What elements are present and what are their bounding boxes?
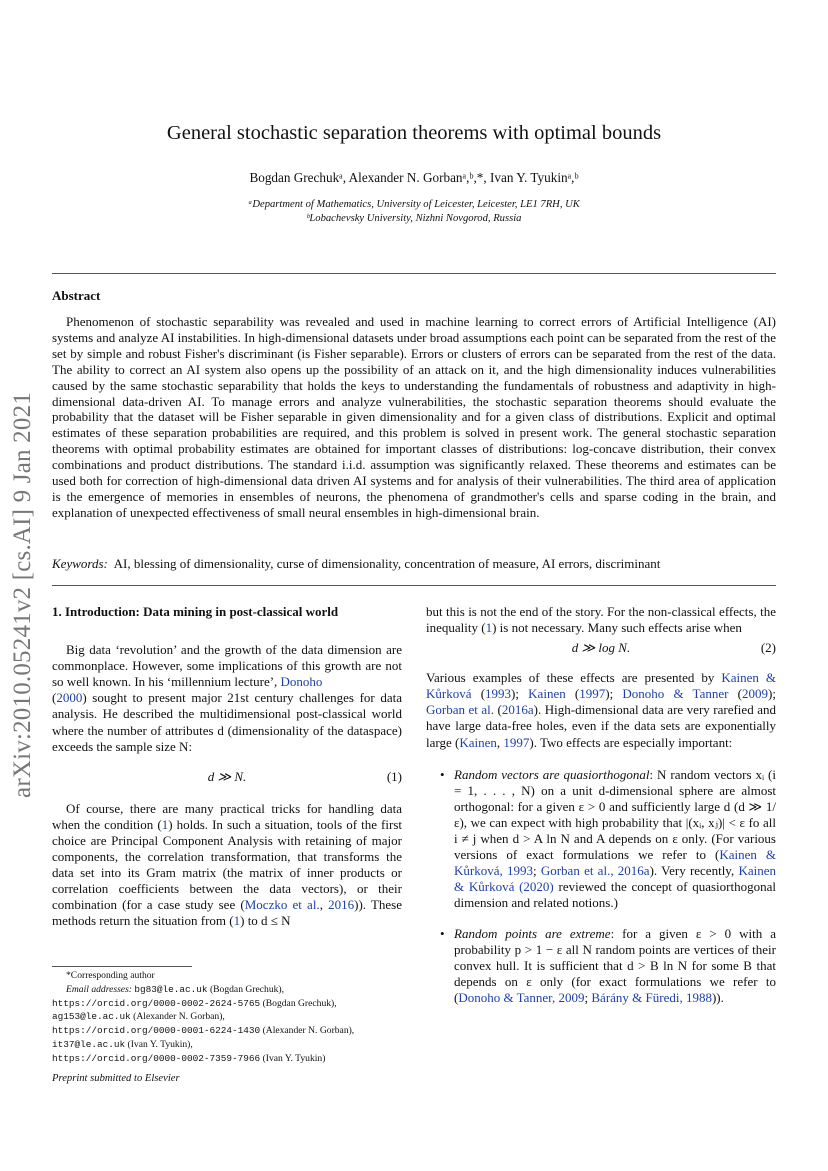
equation-ref[interactable]: 1 (233, 913, 241, 929)
text-run: ( (471, 686, 486, 702)
arxiv-identifier[interactable]: arXiv:2010.05241v2 [cs.AI] 9 Jan 2021 (9, 392, 36, 798)
text-run: ); (605, 686, 623, 702)
citation-link[interactable]: 1997 (579, 686, 606, 702)
text-run: ( (565, 686, 580, 702)
citation-link[interactable]: Donoho & Tanner, 2009 (458, 989, 585, 1005)
text-run: ); (768, 686, 776, 702)
text-run: : for a given ε > 0 with a probability p > 1 − ε all N random points are vertices of their convex hull. It is sufficient that d > B ln N for some B that depends on ε only (for exact formulations we refer to ( (454, 925, 776, 1005)
text-run: ) to d ≤ N (240, 913, 291, 929)
text-run: ( (52, 690, 57, 706)
citation-link[interactable]: Donoho & Tanner (622, 686, 729, 702)
text-run: (Bogdan Grechuk), (207, 983, 285, 995)
text-run: ). Two effects are especially important: (529, 734, 733, 750)
orcid-link[interactable]: https://orcid.org/0000-0001-6224-1430 (52, 1025, 261, 1037)
email-line-2 (52, 1010, 412, 1024)
citation-link[interactable]: 2009 (742, 686, 768, 702)
email-link[interactable]: bg83@le.ac.uk (134, 983, 208, 995)
footnote-rule (52, 966, 192, 967)
intro-paragraph-2 (52, 801, 402, 930)
citation-link[interactable]: Gorban et al., 2016a (540, 863, 650, 879)
bullet-title: Random vectors are quasiorthogonal (454, 766, 650, 782)
text-run: ) sought to present major 21st century challenges for data analysis. He described the multidimensional post-classical world where the number of attributes d (dimensionality of the dataspace) exceeds the sample size N: (52, 690, 402, 754)
text-run: (Bogdan Grechuk), (260, 997, 337, 1009)
keywords-list: AI, blessing of dimensionality, curse of dimensionality, concentration of measure, AI errors, discriminant (113, 556, 661, 571)
abstract-rule (52, 585, 776, 586)
bullet-extreme-points (426, 926, 776, 1006)
orcid-line-1 (52, 997, 412, 1011)
section-heading: 1. Introduction: Data mining in post-classical world (52, 604, 339, 619)
text-run: ) holds. In such a situation, tools of the first choice are Principal Component Analysis with retaining of major components, the correlation transformation, that transforms the data set into its Gram matrix (the matrix of inner products or correlation coefficients between the data vectors), or their combination (for a case study see ( (52, 816, 402, 913)
citation-link[interactable]: Kainen & Kůrková (2020) (454, 863, 776, 895)
text-run: (Alexander N. Gorban), (130, 1011, 225, 1023)
citation-link[interactable]: 2016 (328, 897, 355, 913)
bullet-dot-icon: • (440, 766, 445, 782)
equation-1-number: (1) (386, 768, 402, 784)
text-run: ( (728, 686, 742, 702)
affiliations (0, 198, 828, 226)
equation-2-expression: d ≫ log N. (571, 640, 631, 656)
citation-link[interactable]: Kainen & Kůrková, 1993 (454, 847, 776, 879)
text-run: reviewed the concept of quasiorthogonal dimension and related notions.) (454, 879, 776, 911)
text-run: ). Very recently, (649, 863, 739, 879)
author-list: Bogdan Grechukᵃ, Alexander N. Gorbanᵃ,ᵇ,*, Ivan Y. Tyukinᵃ,ᵇ (249, 170, 579, 185)
orcid-link[interactable]: https://orcid.org/0000-0002-7359-7966 (52, 1052, 261, 1064)
orcid-link[interactable]: https://orcid.org/0000-0002-2624-5765 (52, 997, 261, 1009)
paper-title: General stochastic separation theorems with optimal bounds (166, 122, 662, 144)
email-line-1 (52, 983, 412, 997)
citation-link[interactable]: Moczko et al. (244, 897, 320, 913)
affiliation-b: ᵇLobachevsky University, Nizhni Novgorod, Russia (306, 213, 522, 224)
equation-1 (52, 769, 402, 785)
affiliation-a: ᵃDepartment of Mathematics, University of Leicester, Leicester, LE1 7RH, UK (248, 199, 580, 210)
header-rule (52, 273, 776, 274)
preprint-note: Preprint submitted to Elsevier (52, 1073, 180, 1084)
text-run: , (496, 734, 504, 750)
email-link[interactable]: ag153@le.ac.uk (52, 1011, 131, 1023)
text-run: ( (494, 702, 502, 718)
left-column (52, 604, 402, 930)
footnote (52, 969, 412, 1066)
orcid-line-2 (52, 1024, 412, 1038)
citation-link[interactable]: Kainen (528, 686, 566, 702)
bullet-quasiorthogonal (426, 767, 776, 912)
right-paragraph-1 (426, 604, 776, 636)
email-line-3 (52, 1038, 412, 1052)
text-run: ). High-dimensional data are very rarefied and have large data-free holes, even if the data sets are exponentially large ( (426, 702, 776, 750)
bullet-dot-icon: • (440, 925, 445, 941)
orcid-line-3 (52, 1052, 412, 1066)
equation-2 (426, 640, 776, 656)
citation-link[interactable]: 2000 (56, 690, 83, 706)
abstract-heading: Abstract (52, 288, 101, 303)
equation-1-expression: d ≫ N. (207, 768, 247, 784)
text-run: ); (511, 686, 529, 702)
text-run: Of course, there are many practical tricks for handling data when the condition ( (52, 800, 402, 832)
arxiv-sidebar (2, 330, 44, 860)
right-column (426, 604, 776, 1006)
text-run: (Ivan Y. Tyukin), (125, 1038, 193, 1050)
text-run: Various examples of these effects are presented by (426, 670, 722, 686)
corresponding-author: *Corresponding author (66, 970, 155, 981)
text-run: , (319, 897, 329, 913)
text-run: : N random vectors xᵢ (i = 1, . . . , N) on a unit d-dimensional sphere are almost orthogonal: for a given ε > 0 and sufficiently large d (d ≫ 1/ε), we can expect with high probability that |(xᵢ, xⱼ)| < ε fo all i ≠ j when d > A ln N and A depends on ε only. (For various versions of exact formulations we refer to ( (454, 766, 776, 863)
equation-ref[interactable]: 1 (485, 620, 493, 636)
intro-paragraph-1 (52, 642, 402, 755)
text-run: Big data ‘revolution’ and the growth of the data dimension are commonplace. However, some implications of this growth are not so well known. In his ‘millennium lecture’, (52, 642, 402, 690)
email-label: Email addresses: (66, 983, 132, 995)
keywords-line (52, 556, 776, 572)
citation-link[interactable]: Donoho (280, 674, 323, 690)
citation-link[interactable]: Gorban et al. (426, 702, 495, 718)
text-run: but this is not the end of the story. For the non-classical effects, the inequality ( (426, 604, 776, 636)
text-run: (Ivan Y. Tyukin) (260, 1052, 326, 1064)
citation-link[interactable]: Kainen & Kůrková (426, 670, 777, 702)
equation-2-number: (2) (760, 640, 776, 656)
text-run: )). (711, 989, 724, 1005)
text-run: )). These methods return the situation from ( (52, 897, 402, 929)
citation-link[interactable]: Kainen (459, 734, 497, 750)
keywords-label: Keywords: (52, 556, 108, 571)
citation-link[interactable]: Bárány & Füredi, 1988 (591, 989, 712, 1005)
text-run: (Alexander N. Gorban), (260, 1025, 355, 1037)
abstract-text: Phenomenon of stochastic separability was revealed and used in machine learning to correct errors of Artificial Intelligence (AI) systems and analyze AI instabilities. In high-dimensional datasets under broad assumptions each point can be separated from the rest of the set by simple and robust Fisher's discriminant (is Fisher separable). Errors or clusters of errors can be separated from the rest of the data. The ability to correct an AI system also opens up the possibility of an attack on it, and the high dimensionality induces vulnerabilities caused by the same stochastic separability that holds the keys to understanding the fundamentals of robustness and adaptivity in high-dimensional data-driven AI. To manage errors and analyze vulnerabilities, the stochastic separation theorems should evaluate the probability that the dataset will be Fisher separable in given dimensionality and for a given class of distributions. Explicit and optimal estimates of these separation probabilities are required, and this problem is solved in present work. The general stochastic separation theorems with optimal probability estimates are obtained for important classes of distributions: log-concave distribution, their convex combinations and product distributions. The standard i.i.d. assumption was significantly relaxed. These theorems and estimates can be used both for correction of high-dimensional data driven AI systems and for analysis of their vulnerabilities. The third area of application is the emergence of memories in ensembles of neurons, the phenomena of grandmother's cells and sparse coding in the brain, and explanation of unexpected effectiveness of small neural ensembles in high-dimensional brain. (52, 314, 776, 520)
email-link[interactable]: it37@le.ac.uk (52, 1038, 126, 1050)
bullet-title: Random points are extreme (454, 925, 611, 941)
text-run: ; (584, 989, 592, 1005)
citation-link[interactable]: 2016a (501, 702, 534, 718)
citation-link[interactable]: 1997 (503, 734, 530, 750)
right-paragraph-2 (426, 670, 776, 750)
citation-link[interactable]: 1993 (485, 686, 512, 702)
equation-ref[interactable]: 1 (161, 816, 169, 832)
text-run: ; (532, 863, 541, 879)
text-run: ) is not necessary. Many such effects arise when (492, 620, 742, 636)
